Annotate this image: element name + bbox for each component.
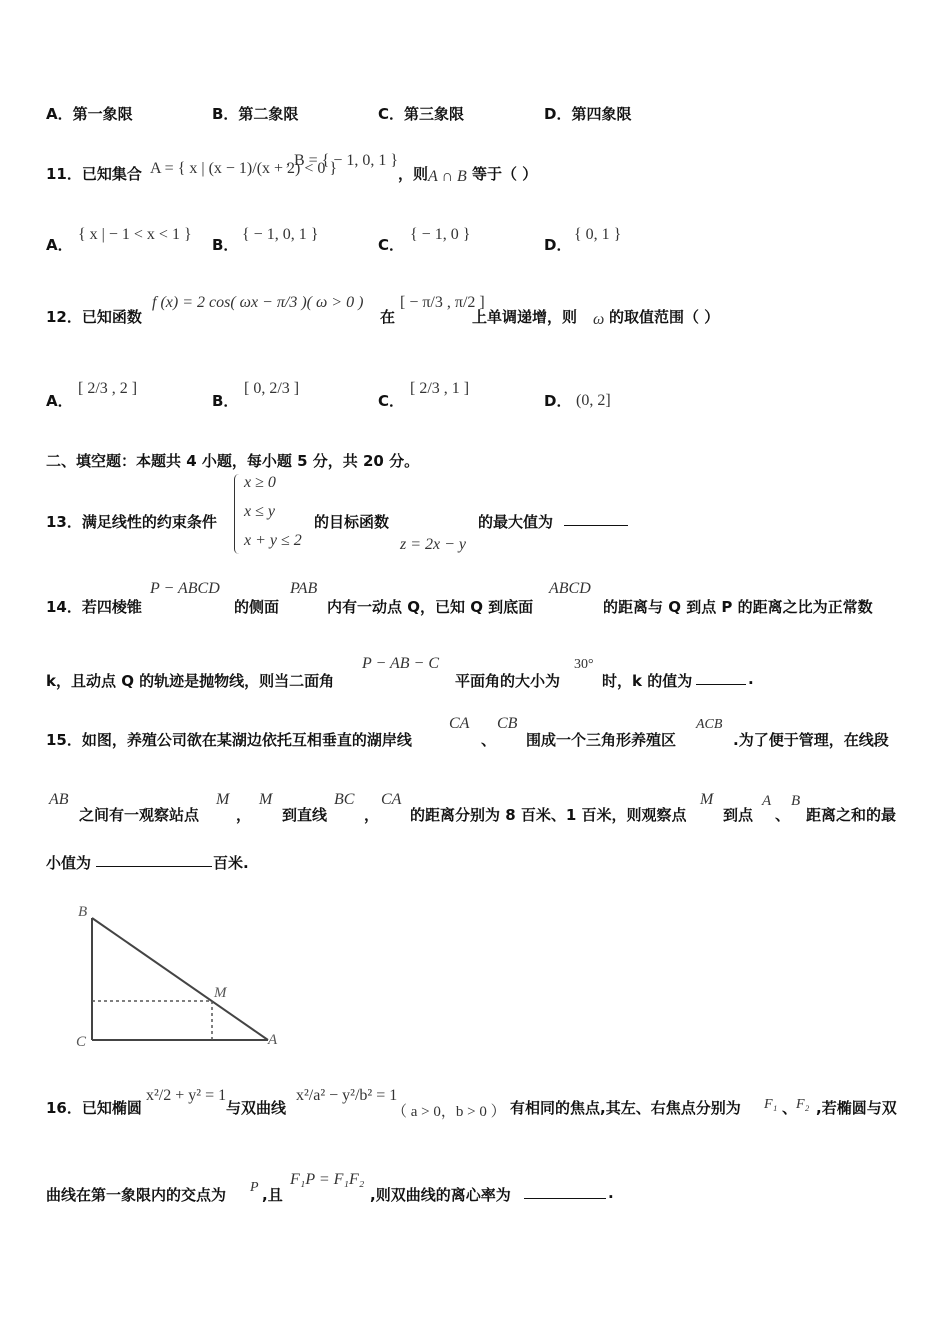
q13-constraint-2: x ≤ y [244, 503, 275, 520]
q14-t5: k，且动点 Q 的轨迹是抛物线，则当二面角 [46, 672, 335, 690]
q11-set-b: , B = { − 1, 0, 1 } [286, 152, 399, 169]
q11-d-value: { 0, 1 } [574, 226, 622, 243]
q16-condition: （ a > 0，b > 0 ） [392, 1104, 506, 1120]
q14-t7: 时，k 的值为 [602, 672, 693, 690]
q14-t1: 14．若四棱锥 [46, 598, 142, 616]
q12-a-label: A． [46, 392, 73, 410]
q12-on: 在 [380, 308, 396, 326]
q14-end: . [748, 670, 754, 688]
q13-constraint-3: x + y ≤ 2 [244, 532, 302, 549]
q11-set-a: A = { x | (x − 1)/(x + 2) < 0 } [150, 160, 338, 177]
q13-system-brace [234, 474, 239, 554]
q16-equation: F₁P = F₁F₂ [290, 1171, 365, 1188]
fig-label-c: C [76, 1034, 87, 1050]
q10-option-b: B．第二象限 [212, 105, 299, 123]
q15-t1: 15．如图，养殖公司欲在某湖边依托互相垂直的湖岸线 [46, 731, 412, 749]
q11-then: ，则 [398, 165, 429, 183]
q12-b-label: B． [212, 392, 239, 410]
q11-ask: 等于（ ） [472, 165, 538, 183]
q15-point-a: A [762, 793, 772, 809]
q16-t4: ,若椭圆与双 [816, 1099, 897, 1117]
q11-d-label: D． [544, 236, 572, 254]
q15-t6: 的距离分别为 8 百米、1 百米，则观察点 [410, 806, 687, 824]
q12-ask: 上单调递增，则 [472, 308, 578, 326]
q16-sep: 、 [782, 1099, 798, 1117]
q15-comma: ， [236, 806, 252, 824]
q15-cb: CB [497, 715, 518, 732]
section-2-heading: 二、填空题：本题共 4 小题，每小题 5 分，共 20 分。 [46, 452, 420, 470]
q15-ca: CA [449, 715, 470, 732]
q15-t4: 之间有一观察站点 [79, 806, 200, 824]
q11-a-value: { x | − 1 < x < 1 } [78, 226, 192, 243]
q15-bc: BC [334, 791, 355, 808]
q13-answer-blank [564, 511, 628, 526]
q13-end: 的最大值为 [478, 513, 554, 531]
q13-label: 13．满足线性的约束条件 [46, 513, 217, 531]
q16-f1: F₁ [764, 1097, 778, 1112]
fig-label-b: B [78, 904, 88, 920]
q14-answer-blank [696, 670, 746, 685]
q15-sep: 、 [481, 731, 497, 749]
q16-t1: 16．已知椭圆 [46, 1099, 142, 1117]
q10-option-c: C．第三象限 [378, 105, 465, 123]
q16-end: . [608, 1184, 614, 1202]
q12-b-value: [ 0, 2/3 ] [244, 380, 300, 397]
q12-omega: ω [593, 311, 605, 328]
q12-d-value: (0, 2] [576, 392, 611, 409]
q12-a-value: [ 2/3 , 2 ] [78, 380, 138, 397]
q14-t6: 平面角的大小为 [455, 672, 561, 690]
q14-t2: 的侧面 [234, 598, 280, 616]
q16-ellipse: x²/2 + y² = 1 [146, 1087, 227, 1104]
q12-label: 12．已知函数 [46, 308, 142, 326]
q16-f2: F₂ [796, 1097, 810, 1112]
q15-point-b: B [791, 793, 801, 809]
q15-t8: 距离之和的最 [806, 806, 897, 824]
q15-ab: AB [49, 791, 69, 808]
q13-mid: 的目标函数 [314, 513, 390, 531]
q12-c-value: [ 2/3 , 1 ] [410, 380, 470, 397]
q15-t3: .为了便于管理，在线段 [733, 731, 889, 749]
q14-t4: 的距离与 Q 到点 P 的距离之比为正常数 [603, 598, 873, 616]
q10-option-a: A．第一象限 [46, 105, 133, 123]
q16-hyperbola: x²/a² − y²/b² = 1 [296, 1087, 398, 1104]
q13-constraint-1: x ≥ 0 [244, 474, 276, 491]
q14-pyramid: P − ABCD [150, 580, 220, 597]
q14-base: ABCD [549, 580, 591, 597]
q14-t3: 内有一动点 Q，已知 Q 到底面 [327, 598, 534, 616]
q15-t7: 到点 [723, 806, 754, 824]
q12-c-label: C． [378, 392, 405, 410]
q11-intersection: A ∩ B [428, 168, 467, 185]
q12-d-label: D． [544, 392, 572, 410]
q15-answer-blank [96, 852, 212, 867]
q16-t2: 与双曲线 [226, 1099, 287, 1117]
q15-comma2: ， [364, 806, 380, 824]
q16-t5: 曲线在第一象限内的交点为 [46, 1186, 227, 1204]
q12-interval: [ − π/3 , π/2 ] [400, 294, 485, 311]
q15-t2: 围成一个三角形养殖区 [526, 731, 677, 749]
fig-side-ab [92, 918, 268, 1040]
q11-label: 11．已知集合 [46, 165, 142, 183]
q15-t5: 到直线 [282, 806, 328, 824]
q15-m2: M [259, 791, 273, 808]
q14-angle: 30° [574, 657, 594, 672]
q16-t7: ,则双曲线的离心率为 [370, 1186, 511, 1204]
q13-objective: z = 2x − y [400, 536, 467, 553]
q14-face: PAB [290, 580, 318, 597]
q15-ca2: CA [381, 791, 402, 808]
fig-label-m: M [214, 985, 227, 1001]
fig-label-a: A [268, 1032, 278, 1048]
q11-c-label: C． [378, 236, 405, 254]
q11-a-label: A． [46, 236, 73, 254]
q16-t6: ,且 [262, 1186, 283, 1204]
q15-t10: 百米. [213, 854, 249, 872]
q10-option-d: D．第四象限 [544, 105, 632, 123]
q16-t3: 有相同的焦点,其左、右焦点分别为 [510, 1099, 741, 1117]
q16-answer-blank [524, 1184, 606, 1199]
q15-m: M [216, 791, 230, 808]
q11-b-value: { − 1, 0, 1 } [242, 226, 319, 243]
q16-point-p: P [250, 1180, 259, 1195]
q15-acb: ACB [696, 717, 723, 732]
q11-c-value: { − 1, 0 } [410, 226, 471, 243]
q15-sep2: 、 [775, 806, 791, 824]
q15-t9: 小值为 [46, 854, 92, 872]
q14-dihedral: P − AB − C [362, 655, 440, 672]
q12-ask2: 的取值范围（ ） [609, 308, 720, 326]
q15-triangle-figure [70, 898, 290, 1058]
q15-m3: M [700, 791, 714, 808]
q12-function: f (x) = 2 cos( ωx − π/3 )( ω > 0 ) [152, 294, 364, 311]
q11-b-label: B． [212, 236, 239, 254]
